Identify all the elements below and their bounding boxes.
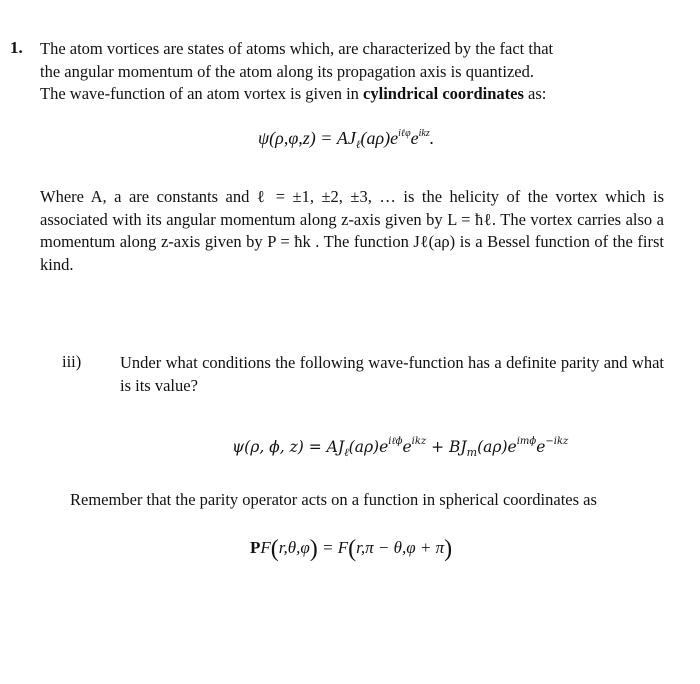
intro-line-3b: as: — [523, 84, 547, 103]
superposition-equation: ψ(ρ, ϕ, $z) = AJ_\ell(a\rho)e^{i\ell\phi}e^{ikz} + BJ_m(a\rho)e^{im\phi}e^{-ikz}$ — [232, 436, 569, 459]
subquestion-text: Under what conditions the following wave-function has a definite parity and what is its value? — [120, 353, 664, 395]
subquestion-label: iii) — [62, 352, 82, 371]
parity-equation: PF(r,θ,φ) = F(r,π − θ,φ + π) — [250, 536, 453, 562]
where-paragraph: Where A, a are constants and ℓ = ±1, ±2, ±3, … is the helicity of the vortex which is associated with its angular momentum along z-axis given by L = ħℓ. The vortex carries also a momentum along z-axis given by P = ħk . The function Jℓ(aρ) is a Bessel function of the first kind. — [40, 187, 664, 274]
intro-line-2: the angular momentum of the atom along its propagation axis is quantized. — [40, 61, 534, 81]
remember-paragraph: Remember that the parity operator acts on a function in spherical coordinates as — [70, 490, 597, 509]
question-intro — [40, 38, 660, 106]
intro-line-3a: The wave-function of an atom vortex is given in — [40, 84, 364, 103]
intro-bold-term: cylindrical coordinates — [363, 84, 524, 103]
wavefunction-equation: $\psi(\rho,\varphi,z) = AJ_\ell(a\rho)e^{i\ell\varphi}e^{ikz}$. — [258, 128, 435, 151]
intro-line-1: The atom vortices are states of atoms which, are characterized by the fact that — [40, 39, 554, 58]
question-number: 1. — [10, 38, 23, 57]
